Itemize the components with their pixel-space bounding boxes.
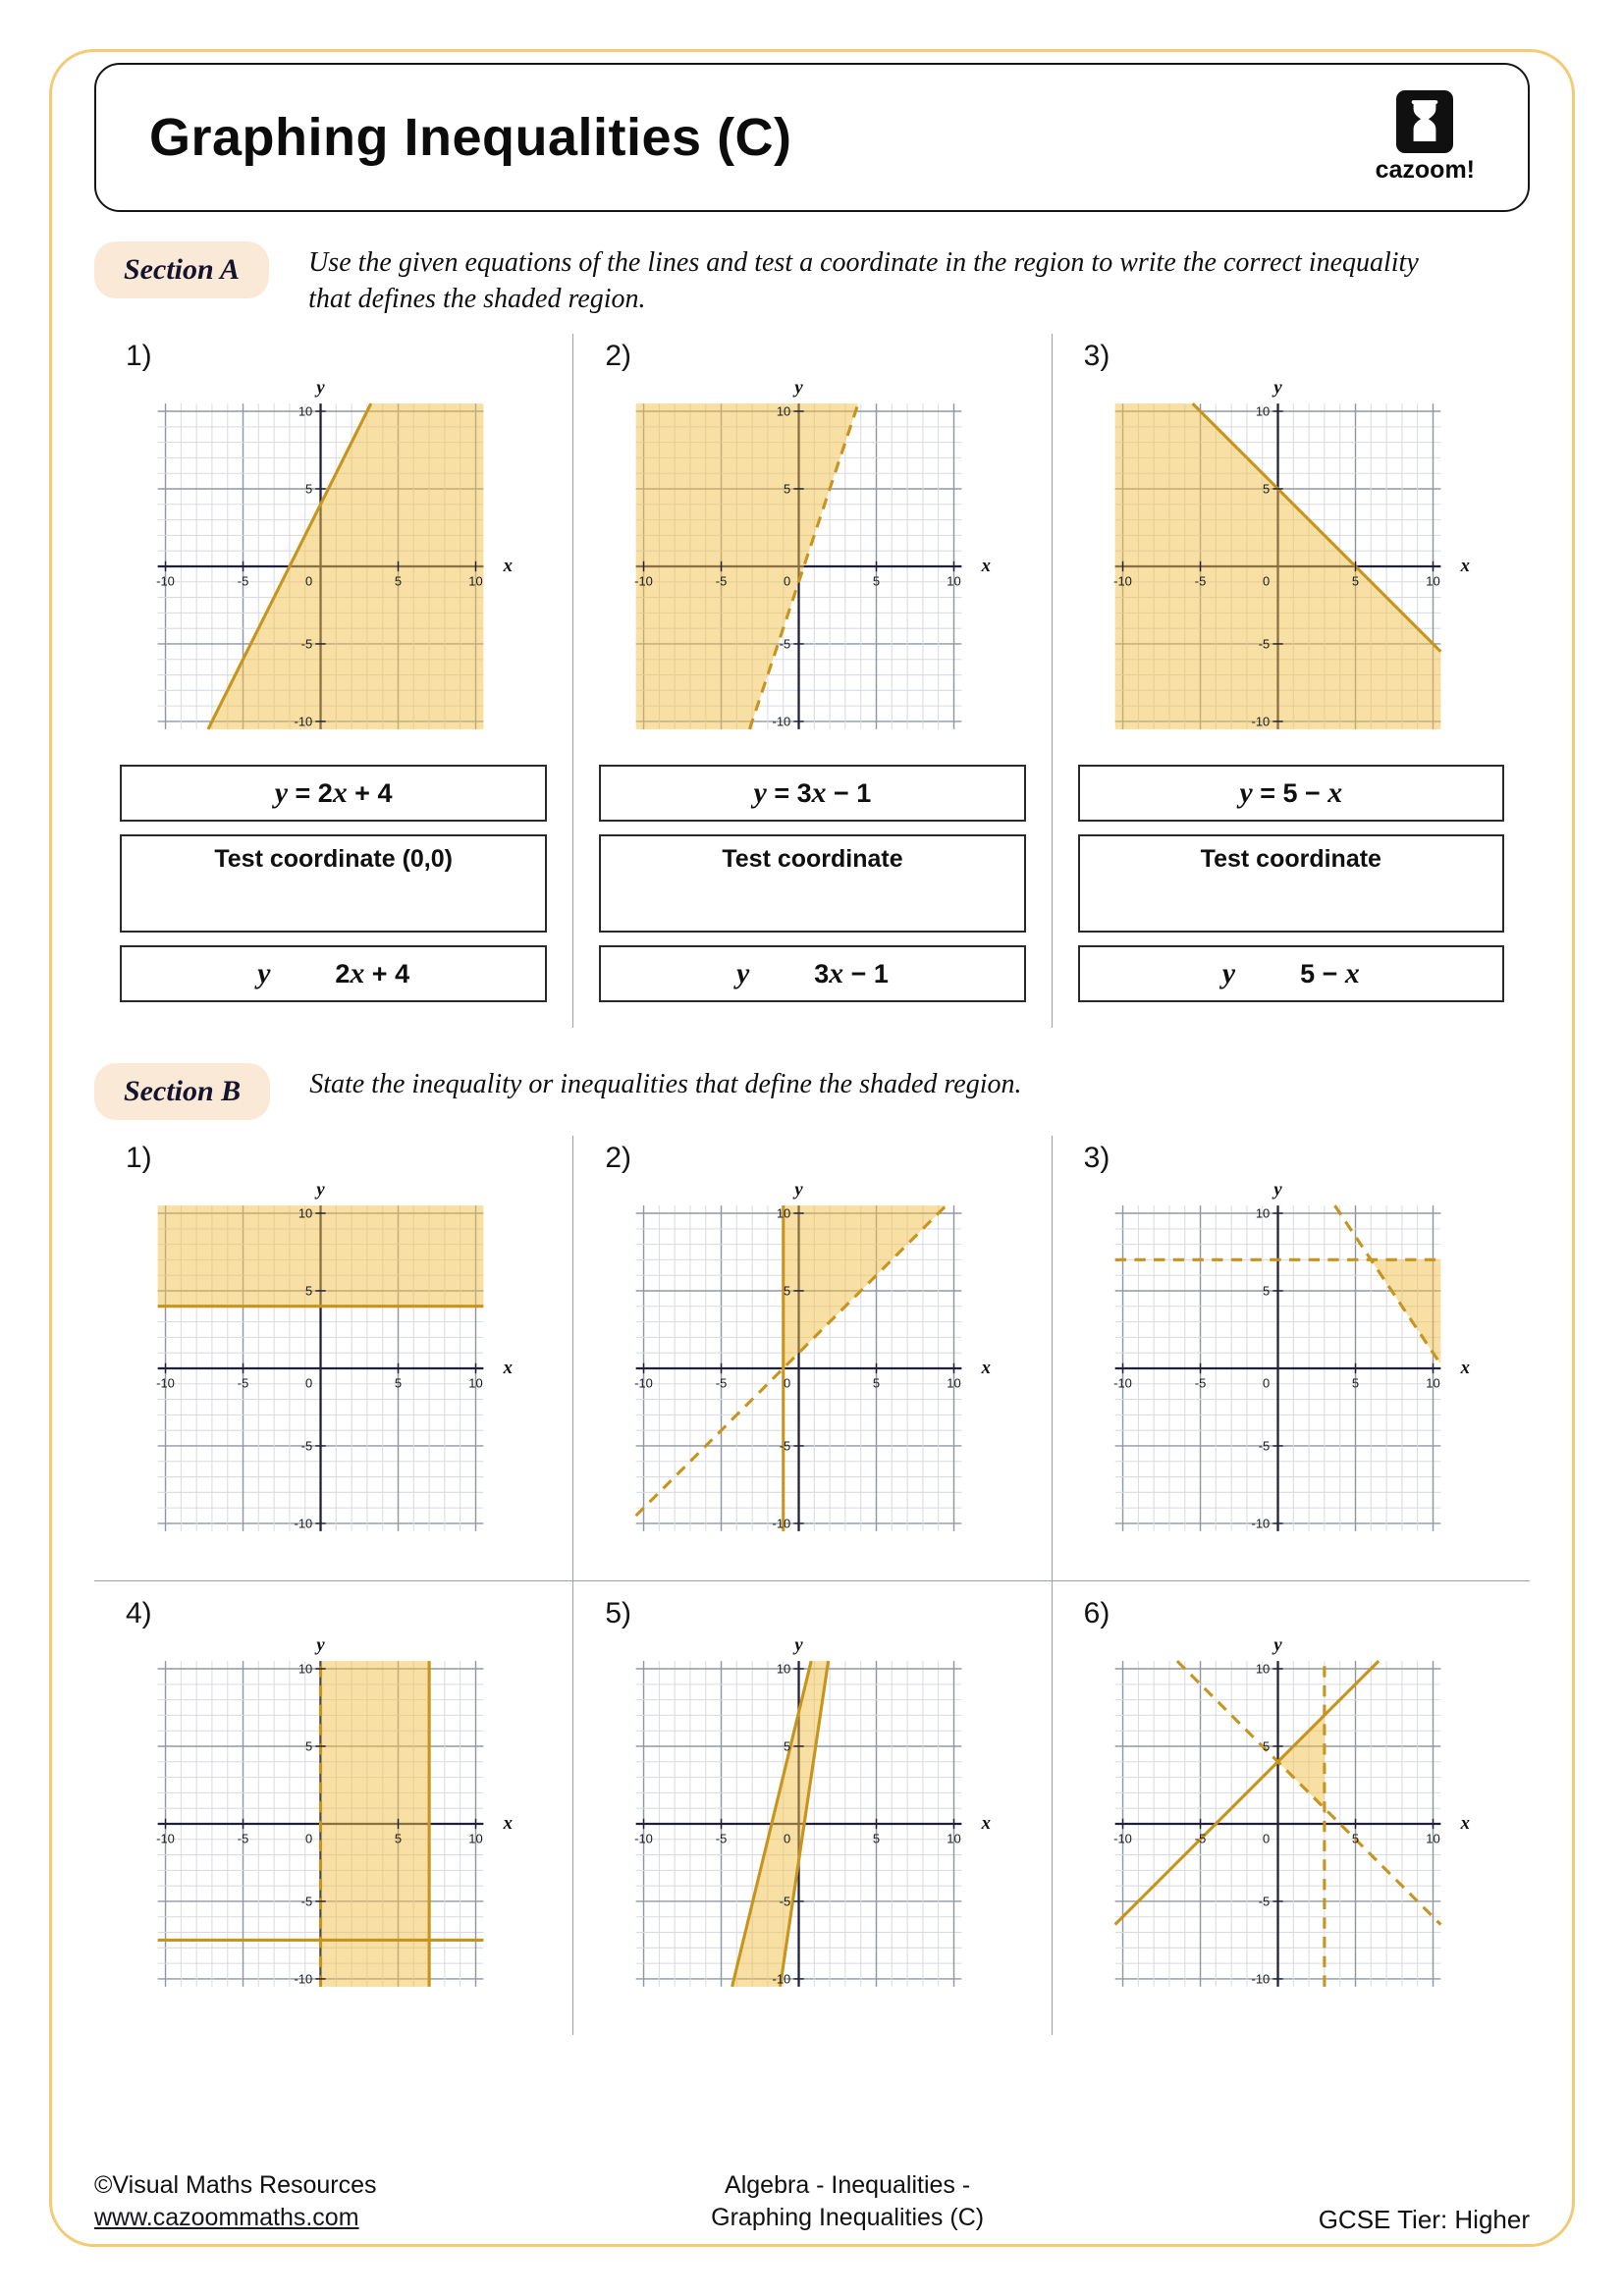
svg-text:x: x	[982, 1358, 992, 1379]
svg-text:-5: -5	[780, 636, 791, 652]
svg-text:y: y	[794, 1634, 804, 1656]
svg-text:-10: -10	[155, 1831, 175, 1846]
graph-b4	[139, 1630, 528, 2009]
svg-text:0: 0	[304, 1831, 312, 1846]
equation-a3: y = 5 − x	[1239, 776, 1343, 809]
svg-text:10: 10	[298, 403, 312, 419]
svg-text:-10: -10	[634, 1831, 654, 1846]
svg-text:-10: -10	[773, 1971, 791, 1987]
svg-text:-10: -10	[155, 573, 175, 589]
answer-lhs-a1: y	[257, 957, 271, 989]
problem-a1-number: 1)	[126, 339, 152, 372]
svg-text:0: 0	[1262, 573, 1271, 589]
svg-text:5: 5	[1262, 1738, 1271, 1754]
svg-text:5: 5	[1351, 573, 1359, 589]
graph-b5	[618, 1630, 1006, 2009]
svg-text:x: x	[503, 556, 513, 577]
svg-text:x: x	[982, 556, 992, 577]
problem-b1	[94, 1136, 572, 1579]
cazoom-logo	[1376, 90, 1475, 185]
svg-text:-10: -10	[1113, 1831, 1132, 1846]
footer-credit: ©Visual Maths Resources	[94, 2170, 377, 2199]
problem-b4	[94, 1580, 572, 2035]
problem-b6	[1052, 1580, 1530, 2035]
svg-text:y: y	[316, 1634, 325, 1656]
problem-b3-number: 3)	[1083, 1142, 1110, 1175]
svg-text:5: 5	[873, 1831, 881, 1846]
equation-a2: y = 3x − 1	[753, 776, 872, 809]
svg-text:-5: -5	[716, 1831, 728, 1846]
svg-text:0: 0	[304, 573, 312, 589]
problem-b3	[1052, 1136, 1530, 1579]
graph-a2	[618, 373, 1006, 752]
svg-text:5: 5	[873, 573, 881, 589]
graph-b6	[1097, 1630, 1486, 2009]
svg-text:0: 0	[784, 1376, 791, 1392]
section-a-label: Section A	[94, 241, 269, 298]
footer-tier: GCSE Tier: Higher	[1318, 2205, 1530, 2234]
svg-text:-5: -5	[237, 1831, 248, 1846]
svg-text:-5: -5	[300, 1439, 312, 1455]
svg-text:5: 5	[1351, 1831, 1359, 1846]
svg-text:x: x	[503, 1358, 513, 1379]
problem-b2-number: 2)	[605, 1142, 632, 1175]
svg-text:10: 10	[777, 403, 791, 419]
section-a-grid	[94, 334, 1530, 1028]
svg-text:5: 5	[1351, 1376, 1359, 1392]
svg-text:10: 10	[1426, 1376, 1440, 1392]
section-b-label: Section B	[94, 1063, 270, 1120]
answer-rhs-a3: 5 − x	[1300, 957, 1360, 989]
problem-a2-number: 2)	[605, 339, 632, 372]
graph-b2	[618, 1175, 1006, 1554]
svg-text:x: x	[1460, 556, 1470, 577]
svg-text:y: y	[316, 1180, 325, 1201]
section-b-instruction: State the inequality or inequalities that define the shaded region.	[309, 1069, 1022, 1100]
graph-b1	[139, 1175, 528, 1554]
cazoom-brand-text: cazoom!	[1375, 156, 1475, 184]
svg-text:0: 0	[784, 573, 791, 589]
svg-text:-10: -10	[294, 1517, 312, 1532]
svg-text:-10: -10	[155, 1376, 175, 1392]
svg-text:-10: -10	[1113, 573, 1132, 589]
problem-a3-number: 3)	[1083, 339, 1110, 372]
svg-text:-5: -5	[1194, 1376, 1207, 1392]
equation-a1: y = 2x + 4	[274, 776, 393, 809]
svg-text:10: 10	[467, 1831, 483, 1846]
problem-a1	[94, 334, 572, 1028]
section-b-header	[94, 1063, 1530, 1120]
svg-text:5: 5	[394, 1376, 402, 1392]
answer-rhs-a1: 2x + 4	[335, 957, 410, 989]
svg-text:x: x	[982, 1813, 992, 1835]
svg-text:-10: -10	[294, 714, 312, 729]
svg-text:10: 10	[947, 1376, 962, 1392]
graph-a3	[1097, 373, 1486, 752]
svg-text:0: 0	[1262, 1831, 1271, 1846]
svg-text:y: y	[1273, 377, 1282, 399]
svg-text:-10: -10	[773, 1517, 791, 1532]
page-title: Graphing Inequalities (C)	[149, 108, 792, 167]
problem-b4-number: 4)	[126, 1596, 152, 1629]
svg-text:10: 10	[947, 573, 962, 589]
answer-rhs-a2: 3x − 1	[814, 957, 889, 989]
cazoom-hourglass-icon	[1396, 90, 1453, 153]
svg-text:-5: -5	[300, 636, 312, 652]
svg-text:10: 10	[1255, 1206, 1271, 1222]
graph-b3	[1097, 1175, 1486, 1554]
svg-text:10: 10	[1426, 1831, 1440, 1846]
answer-box-a3[interactable]	[1078, 945, 1504, 1002]
svg-text:-5: -5	[1258, 636, 1271, 652]
section-a-header	[94, 241, 1530, 318]
svg-text:5: 5	[1262, 481, 1271, 497]
svg-text:-5: -5	[1258, 1439, 1271, 1455]
svg-text:-10: -10	[1251, 1971, 1271, 1987]
svg-text:5: 5	[873, 1376, 881, 1392]
svg-text:5: 5	[784, 1284, 791, 1300]
svg-text:10: 10	[298, 1206, 312, 1222]
svg-text:-5: -5	[237, 1376, 248, 1392]
svg-text:y: y	[1273, 1634, 1282, 1656]
svg-text:-10: -10	[1251, 1517, 1271, 1532]
svg-text:10: 10	[1426, 573, 1440, 589]
answer-box-a2[interactable]	[599, 945, 1025, 1002]
page-footer	[94, 2169, 1530, 2236]
equation-box-a1	[120, 765, 547, 822]
svg-text:-5: -5	[237, 573, 248, 589]
footer-topic-block	[711, 2169, 984, 2236]
svg-text:0: 0	[304, 1376, 312, 1392]
answer-box-a1[interactable]	[120, 945, 547, 1002]
problem-a3	[1052, 334, 1530, 1028]
footer-credit-block	[94, 2169, 377, 2236]
svg-text:0: 0	[1262, 1376, 1271, 1392]
test-coordinate-label-a3: Test coordinate	[1200, 845, 1381, 874]
svg-text:5: 5	[1262, 1284, 1271, 1300]
test-coordinate-box-a1[interactable]	[120, 834, 547, 933]
svg-text:x: x	[503, 1813, 513, 1835]
svg-text:5: 5	[304, 1738, 312, 1754]
answer-lhs-a3: y	[1221, 957, 1236, 989]
svg-text:-10: -10	[773, 714, 791, 729]
svg-text:-5: -5	[716, 573, 728, 589]
svg-text:5: 5	[784, 481, 791, 497]
svg-text:5: 5	[304, 481, 312, 497]
problem-b1-number: 1)	[126, 1142, 152, 1175]
cazoom-website-link[interactable]: www.cazoommaths.com	[94, 2204, 359, 2232]
svg-text:-5: -5	[300, 1894, 312, 1909]
svg-text:10: 10	[1255, 1661, 1271, 1677]
svg-text:-5: -5	[716, 1376, 728, 1392]
svg-text:-10: -10	[294, 1971, 312, 1987]
svg-text:x: x	[1460, 1358, 1470, 1379]
section-b-grid	[94, 1136, 1530, 2035]
svg-text:10: 10	[298, 1661, 312, 1677]
svg-text:10: 10	[777, 1661, 791, 1677]
svg-text:-10: -10	[1113, 1376, 1132, 1392]
test-coordinate-box-a3[interactable]	[1078, 834, 1504, 933]
svg-text:5: 5	[304, 1284, 312, 1300]
svg-text:10: 10	[467, 1376, 483, 1392]
svg-text:10: 10	[777, 1206, 791, 1222]
svg-text:-10: -10	[634, 573, 654, 589]
problem-b6-number: 6)	[1083, 1596, 1110, 1629]
equation-box-a3	[1078, 765, 1504, 822]
equation-box-a2	[599, 765, 1025, 822]
svg-text:-5: -5	[780, 1439, 791, 1455]
svg-text:10: 10	[947, 1831, 962, 1846]
header	[94, 63, 1530, 212]
svg-text:10: 10	[1255, 403, 1271, 419]
problem-b5	[572, 1580, 1051, 2035]
svg-text:-10: -10	[634, 1376, 654, 1392]
test-coordinate-label-a2: Test coordinate	[722, 845, 903, 874]
problem-a2	[572, 334, 1051, 1028]
svg-text:5: 5	[394, 1831, 402, 1846]
svg-text:0: 0	[784, 1831, 791, 1846]
problem-b5-number: 5)	[605, 1596, 632, 1629]
svg-text:y: y	[794, 377, 804, 399]
svg-text:5: 5	[394, 573, 402, 589]
problem-b2	[572, 1136, 1051, 1579]
svg-text:-5: -5	[1194, 573, 1207, 589]
svg-text:-5: -5	[1258, 1894, 1271, 1909]
footer-topic-line1: Algebra - Inequalities -	[725, 2170, 971, 2199]
svg-text:5: 5	[784, 1738, 791, 1754]
svg-text:y: y	[1273, 1180, 1282, 1201]
test-coordinate-label-a1: Test coordinate (0,0)	[214, 845, 453, 874]
section-a-instruction: Use the given equations of the lines and test a coordinate in the region to write the correct inequality that defines the shaded region.	[308, 247, 1419, 314]
svg-text:y: y	[794, 1180, 804, 1201]
svg-text:x: x	[1460, 1813, 1470, 1835]
svg-text:-10: -10	[1251, 714, 1271, 729]
svg-text:-5: -5	[1194, 1831, 1207, 1846]
footer-topic-line2: Graphing Inequalities (C)	[711, 2204, 985, 2232]
svg-text:10: 10	[467, 573, 483, 589]
svg-text:y: y	[316, 377, 325, 399]
svg-text:-5: -5	[780, 1894, 791, 1909]
graph-a1	[139, 373, 528, 752]
test-coordinate-box-a2[interactable]	[599, 834, 1025, 933]
answer-lhs-a2: y	[736, 957, 750, 989]
